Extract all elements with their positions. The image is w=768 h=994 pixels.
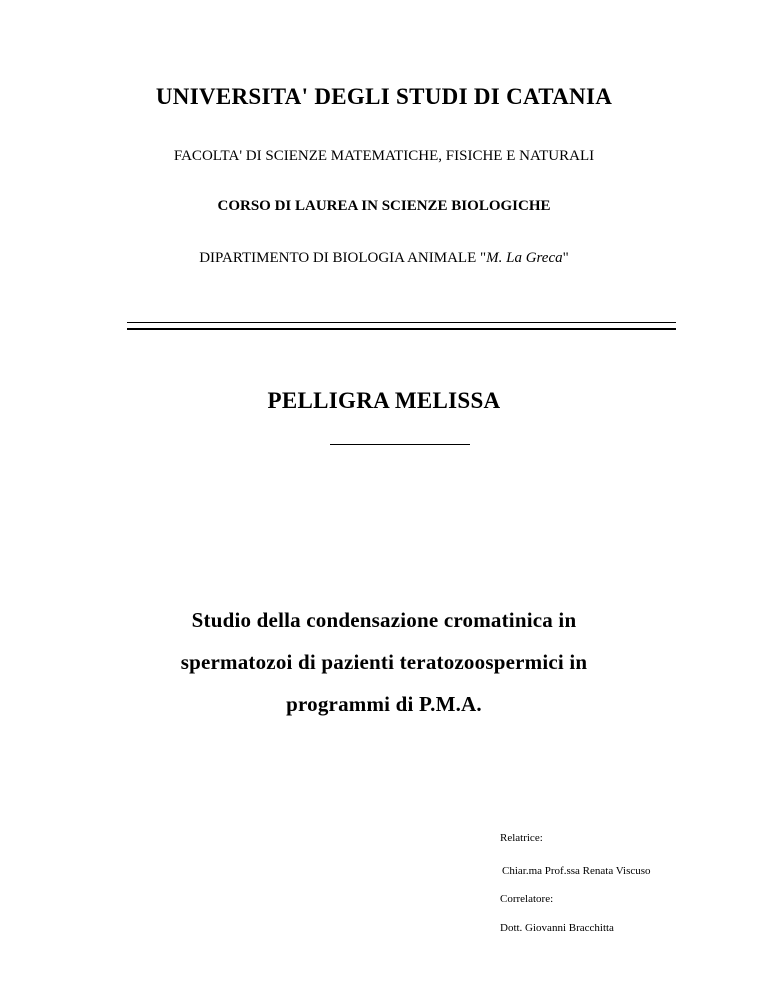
author-underline — [330, 444, 470, 445]
department-name — [0, 250, 768, 267]
author-name: PELLIGRA MELISSA — [267, 388, 501, 413]
divider-thick — [127, 328, 676, 330]
cosupervisor-label: Correlatore: — [500, 893, 554, 905]
cosupervisor-name: Dott. Giovanni Bracchitta — [500, 922, 614, 934]
department-suffix: " — [562, 250, 569, 266]
faculty-name: FACOLTA' DI SCIENZE MATEMATICHE, FISICHE E NATURALI — [173, 148, 595, 164]
department-namesake: M. La Greca — [486, 250, 563, 266]
supervisor-label: Relatrice: — [500, 832, 543, 844]
degree-course: CORSO DI LAUREA IN SCIENZE BIOLOGICHE — [217, 198, 551, 214]
department-prefix: DIPARTIMENTO DI BIOLOGIA ANIMALE " — [199, 250, 487, 266]
supervisor-name: Chiar.ma Prof.ssa Renata Viscuso — [502, 865, 651, 877]
thesis-title-line-3: programmi di P.M.A. — [286, 692, 482, 716]
thesis-title-line-1: Studio della condensazione cromatinica in — [191, 608, 577, 632]
thesis-title-line-2: spermatozoi di pazienti teratozoospermici in — [180, 650, 588, 674]
divider-thin — [127, 322, 676, 323]
university-name: UNIVERSITA' DEGLI STUDI DI CATANIA — [155, 84, 613, 109]
